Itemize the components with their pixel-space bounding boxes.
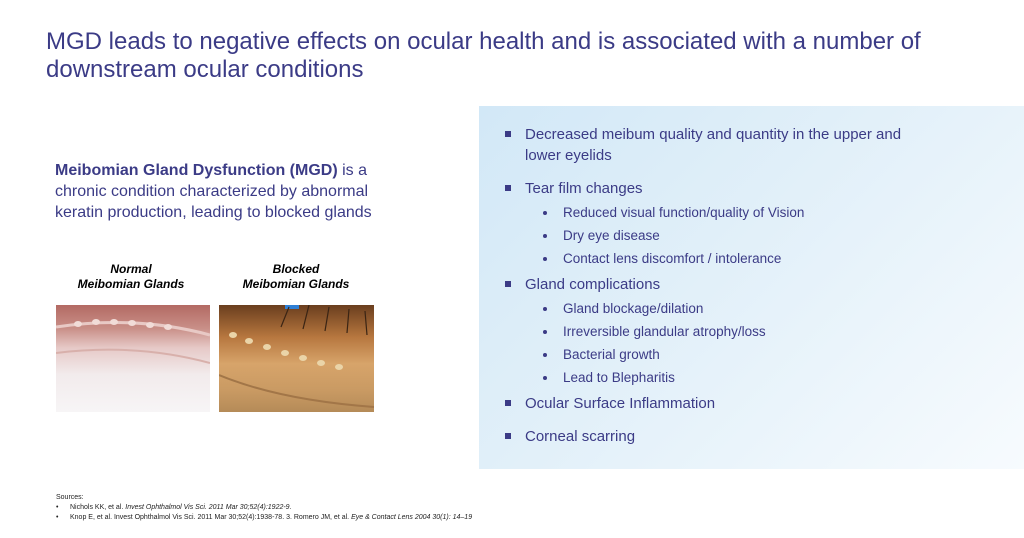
normal-glands-photo: [56, 305, 210, 412]
blocked-glands-photo: [219, 305, 374, 412]
dot-bullet-icon: [543, 330, 547, 334]
dot-bullet-icon: [543, 257, 547, 261]
square-bullet-icon: [505, 131, 511, 137]
sources-footnote: [56, 493, 756, 523]
square-bullet-icon: [505, 185, 511, 191]
sub-list-item-text: Dry eye disease: [563, 228, 660, 243]
source-entry: [56, 503, 756, 513]
sources-heading: Sources:: [56, 494, 84, 501]
dot-bullet-icon: [543, 234, 547, 238]
normal-caption-line1: Normal: [110, 262, 152, 276]
source-journal: Eye & Contact Lens 2004 30(1): 14–19: [351, 514, 473, 521]
sub-list-item-text: Bacterial growth: [563, 347, 660, 362]
normal-glands-caption: [46, 262, 216, 292]
square-bullet-icon: [505, 281, 511, 287]
sub-list-item-text: Contact lens discomfort / intolerance: [563, 251, 782, 266]
bullet-icon: •: [56, 514, 59, 521]
list-item: [505, 274, 925, 387]
list-item-text: Tear film changes: [525, 180, 643, 197]
blocked-caption-line2: Meibomian Glands: [242, 277, 350, 291]
sub-list-item: [525, 368, 925, 387]
sub-list-item-text: Gland blockage/dilation: [563, 301, 704, 316]
mgd-term: Meibomian Gland Dysfunction (MGD): [55, 162, 338, 179]
source-text: Nichols KK, et al.: [70, 504, 126, 511]
sub-list-item: [525, 203, 925, 222]
sub-list-item-text: Irreversible glandular atrophy/loss: [563, 324, 766, 339]
list-item-text: Decreased meibum quality and quantity in the upper and lower eyelids: [525, 126, 902, 164]
list-item-text: Gland complications: [525, 276, 661, 293]
sub-list-item-text: Lead to Blepharitis: [563, 370, 675, 385]
dot-bullet-icon: [543, 376, 547, 380]
dot-bullet-icon: [543, 307, 547, 311]
list-item: [505, 178, 925, 268]
mgd-definition: [55, 160, 415, 223]
normal-caption-line2: Meibomian Glands: [77, 277, 185, 291]
sub-list-item: [525, 345, 925, 364]
sub-list-item: [525, 322, 925, 341]
source-journal: Invest Ophthalmol Vis Sci. 2011 Mar 30;52(4):1922-9.: [125, 504, 292, 511]
list-item: [505, 426, 925, 447]
source-entry: [56, 513, 756, 523]
consequences-list: [505, 124, 925, 459]
sub-list-item: [525, 249, 925, 268]
sub-list-item: [525, 299, 925, 318]
mgd-description: is a chronic condition characterized by abnormal keratin production, leading to blocked glands: [55, 162, 372, 221]
blocked-caption-line1: Blocked: [272, 262, 320, 276]
source-text: Knop E, et al. Invest Ophthalmol Vis Sci. 2011 Mar 30;52(4):1938-78. 3. Romero JM, et al.: [70, 514, 352, 521]
list-item: [505, 124, 925, 166]
list-item-text: Corneal scarring: [525, 428, 636, 445]
sub-list-item: [525, 226, 925, 245]
dot-bullet-icon: [543, 353, 547, 357]
list-item-text: Ocular Surface Inflammation: [525, 395, 716, 412]
square-bullet-icon: [505, 433, 511, 439]
square-bullet-icon: [505, 400, 511, 406]
blocked-glands-caption: [211, 262, 381, 292]
sub-list-item-text: Reduced visual function/quality of Vision: [563, 205, 805, 220]
bullet-icon: •: [56, 504, 59, 511]
slide-title: MGD leads to negative effects on ocular health and is associated with a number of downstream ocular conditions: [46, 28, 921, 83]
dot-bullet-icon: [543, 211, 547, 215]
list-item: [505, 393, 925, 414]
